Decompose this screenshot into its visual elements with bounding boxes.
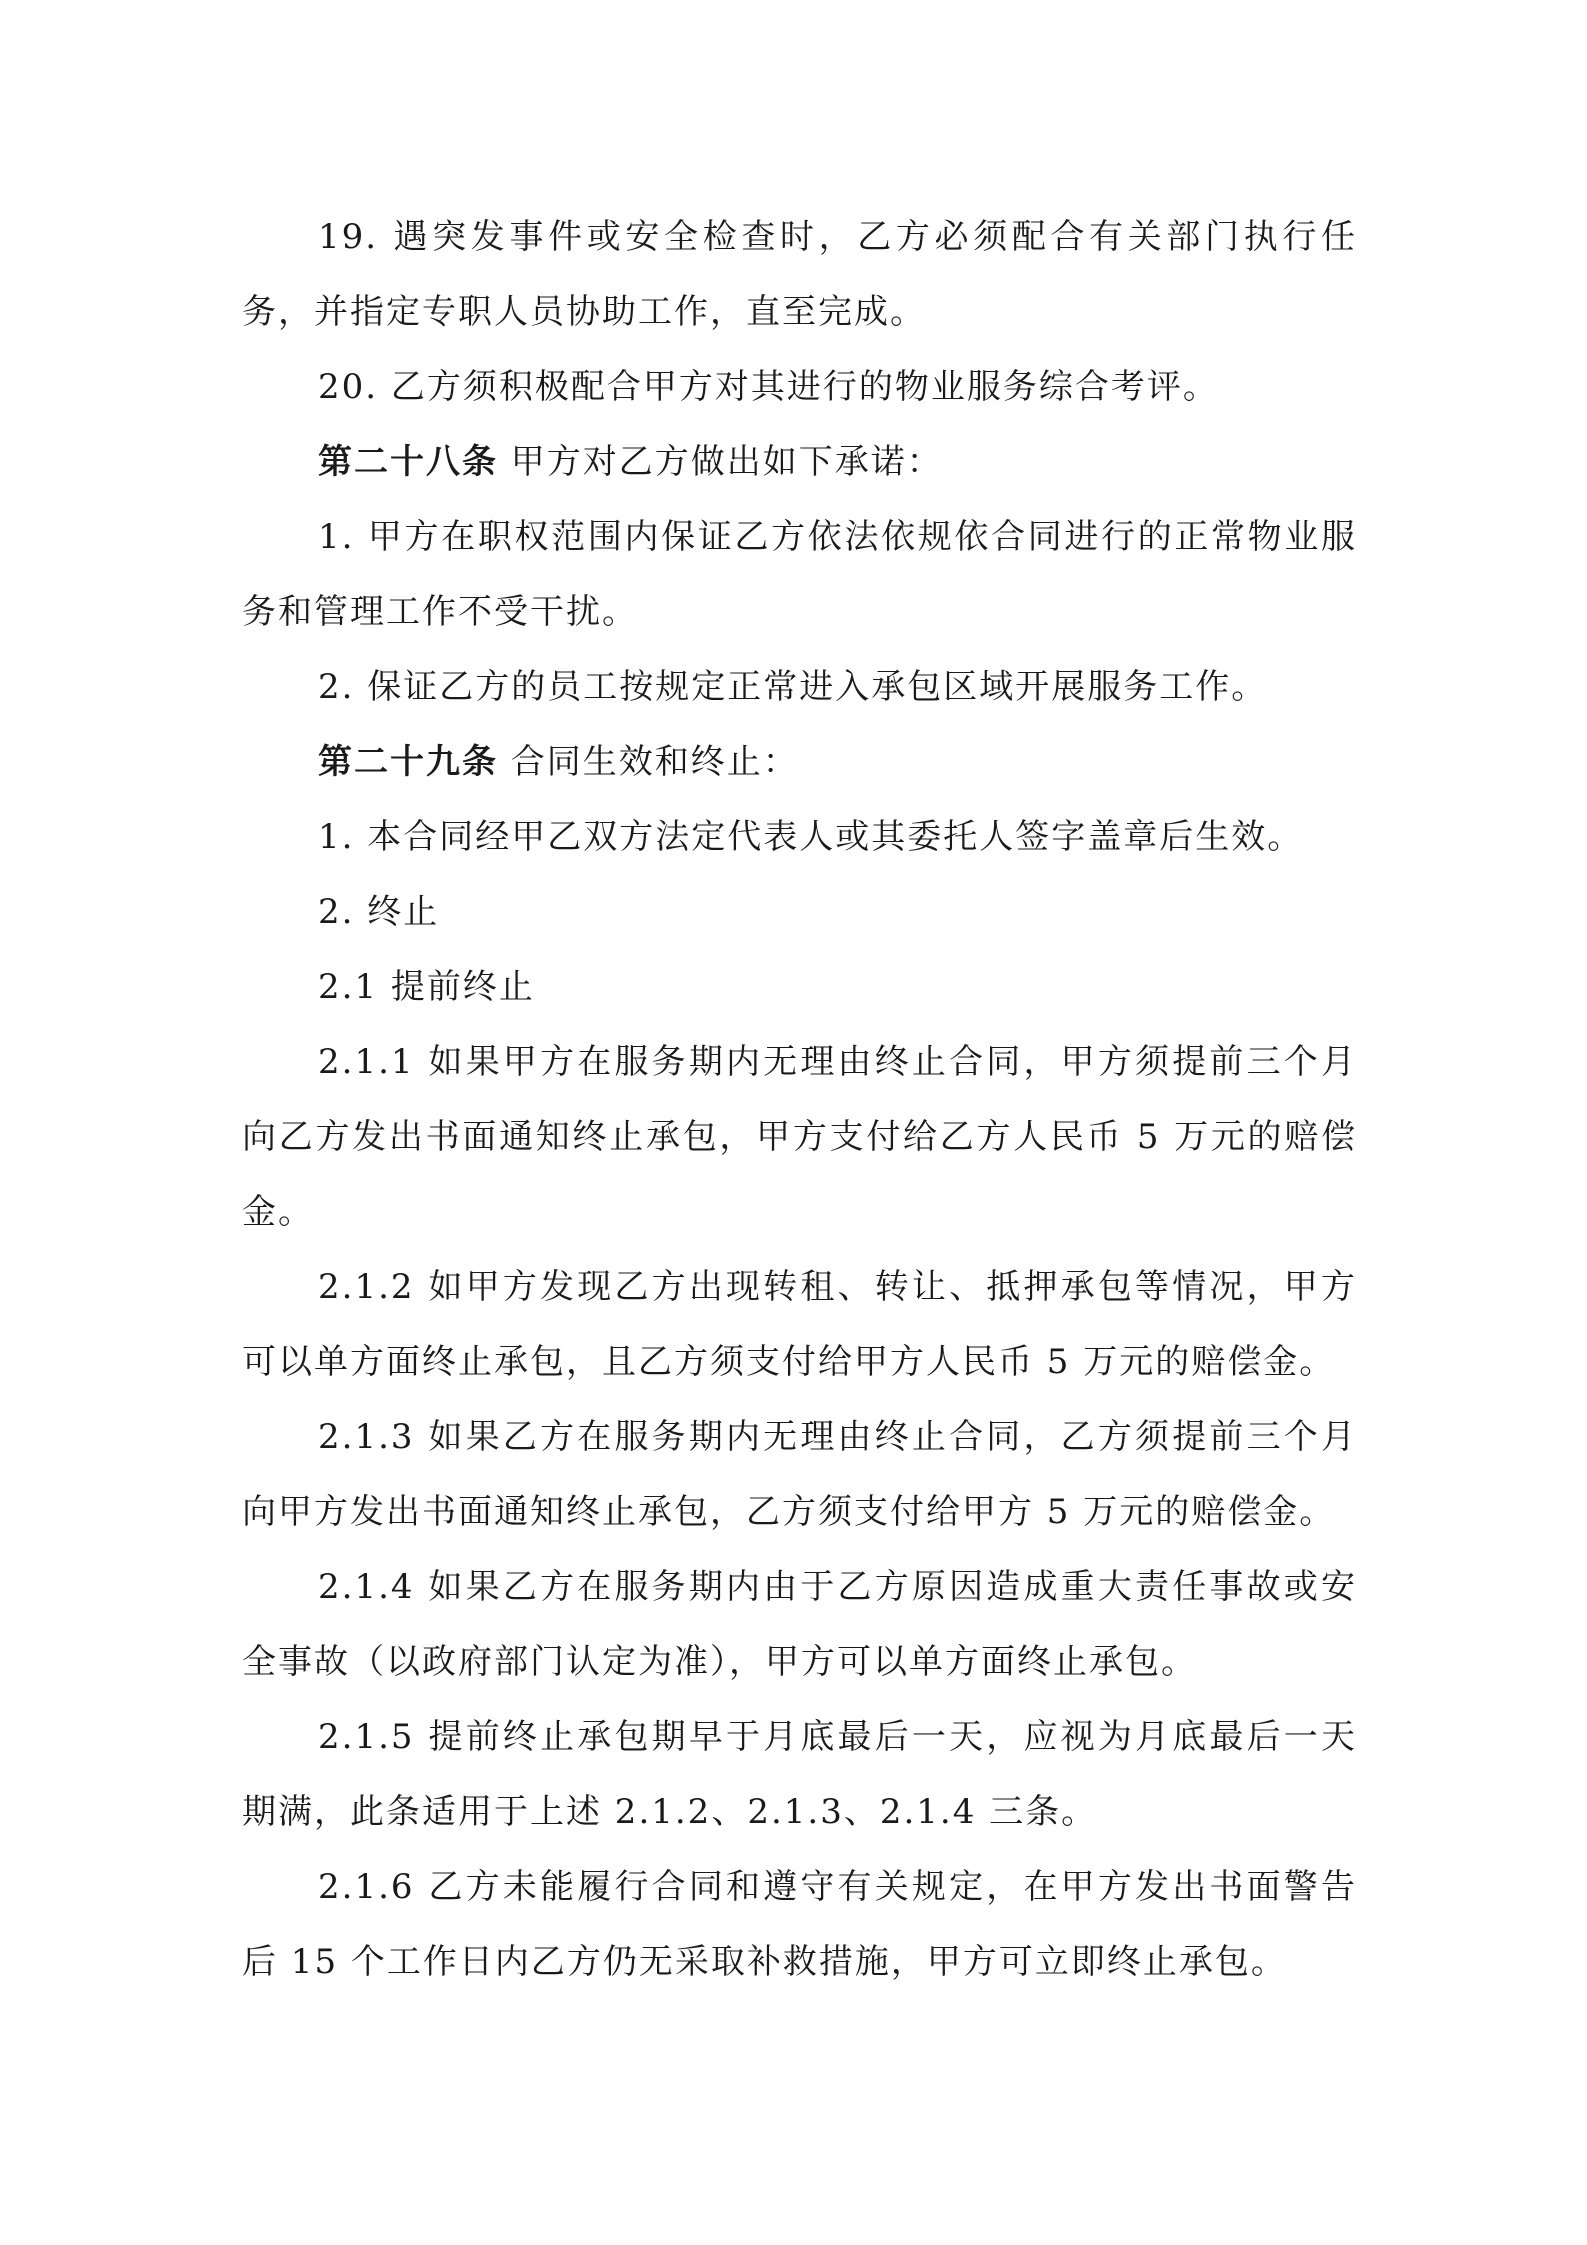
clause-2-1-4: 2.1.4 如果乙方在服务期内由于乙方原因造成重大责任事故或安全事故（以政府部门认定为准），甲方可以单方面终止承包。 [242, 1567, 1357, 1682]
article-29 [242, 725, 1357, 800]
clause-2-1-3: 2.1.3 如果乙方在服务期内无理由终止合同，乙方须提前三个月向甲方发出书面通知终止承包，乙方须支付给甲方 5 万元的赔偿金。 [242, 1417, 1357, 1532]
clause-20: 20. 乙方须积极配合甲方对其进行的物业服务综合考评。 [318, 367, 1219, 407]
article-29-text: 合同生效和终止： [498, 742, 799, 782]
clause-2-1-1: 2.1.1 如果甲方在服务期内无理由终止合同，甲方须提前三个月向乙方发出书面通知终止承包，甲方支付给乙方人民币 5 万元的赔偿金。 [242, 1042, 1357, 1232]
clause-2-1-5: 2.1.5 提前终止承包期早于月底最后一天，应视为月底最后一天期满，此条适用于上述 2.1.2、2.1.3、2.1.4 三条。 [242, 1717, 1357, 1832]
clause-2-1: 2.1 提前终止 [318, 967, 535, 1007]
article-29-heading: 第二十九条 [318, 742, 498, 782]
clause-2-1-6: 2.1.6 乙方未能履行合同和遵守有关规定，在甲方发出书面警告后 15 个工作日内乙方仍无采取补救措施，甲方可立即终止承包。 [242, 1867, 1357, 1982]
clause-2-1-2: 2.1.2 如甲方发现乙方出现转租、转让、抵押承包等情况，甲方可以单方面终止承包，且乙方须支付给甲方人民币 5 万元的赔偿金。 [242, 1267, 1357, 1382]
clause-29-1: 1. 本合同经甲乙双方法定代表人或其委托人签字盖章后生效。 [318, 817, 1304, 857]
clause-29-2: 2. 终止 [318, 892, 440, 932]
clause-19: 19. 遇突发事件或安全检查时，乙方必须配合有关部门执行任务，并指定专职人员协助工作，直至完成。 [242, 217, 1357, 332]
clause-28-1: 1. 甲方在职权范围内保证乙方依法依规依合同进行的正常物业服务和管理工作不受干扰。 [242, 517, 1357, 632]
article-28-text: 甲方对乙方做出如下承诺： [498, 442, 943, 482]
clause-28-2: 2. 保证乙方的员工按规定正常进入承包区域开展服务工作。 [318, 667, 1268, 707]
article-28-heading: 第二十八条 [318, 442, 498, 482]
article-28 [242, 425, 1357, 500]
